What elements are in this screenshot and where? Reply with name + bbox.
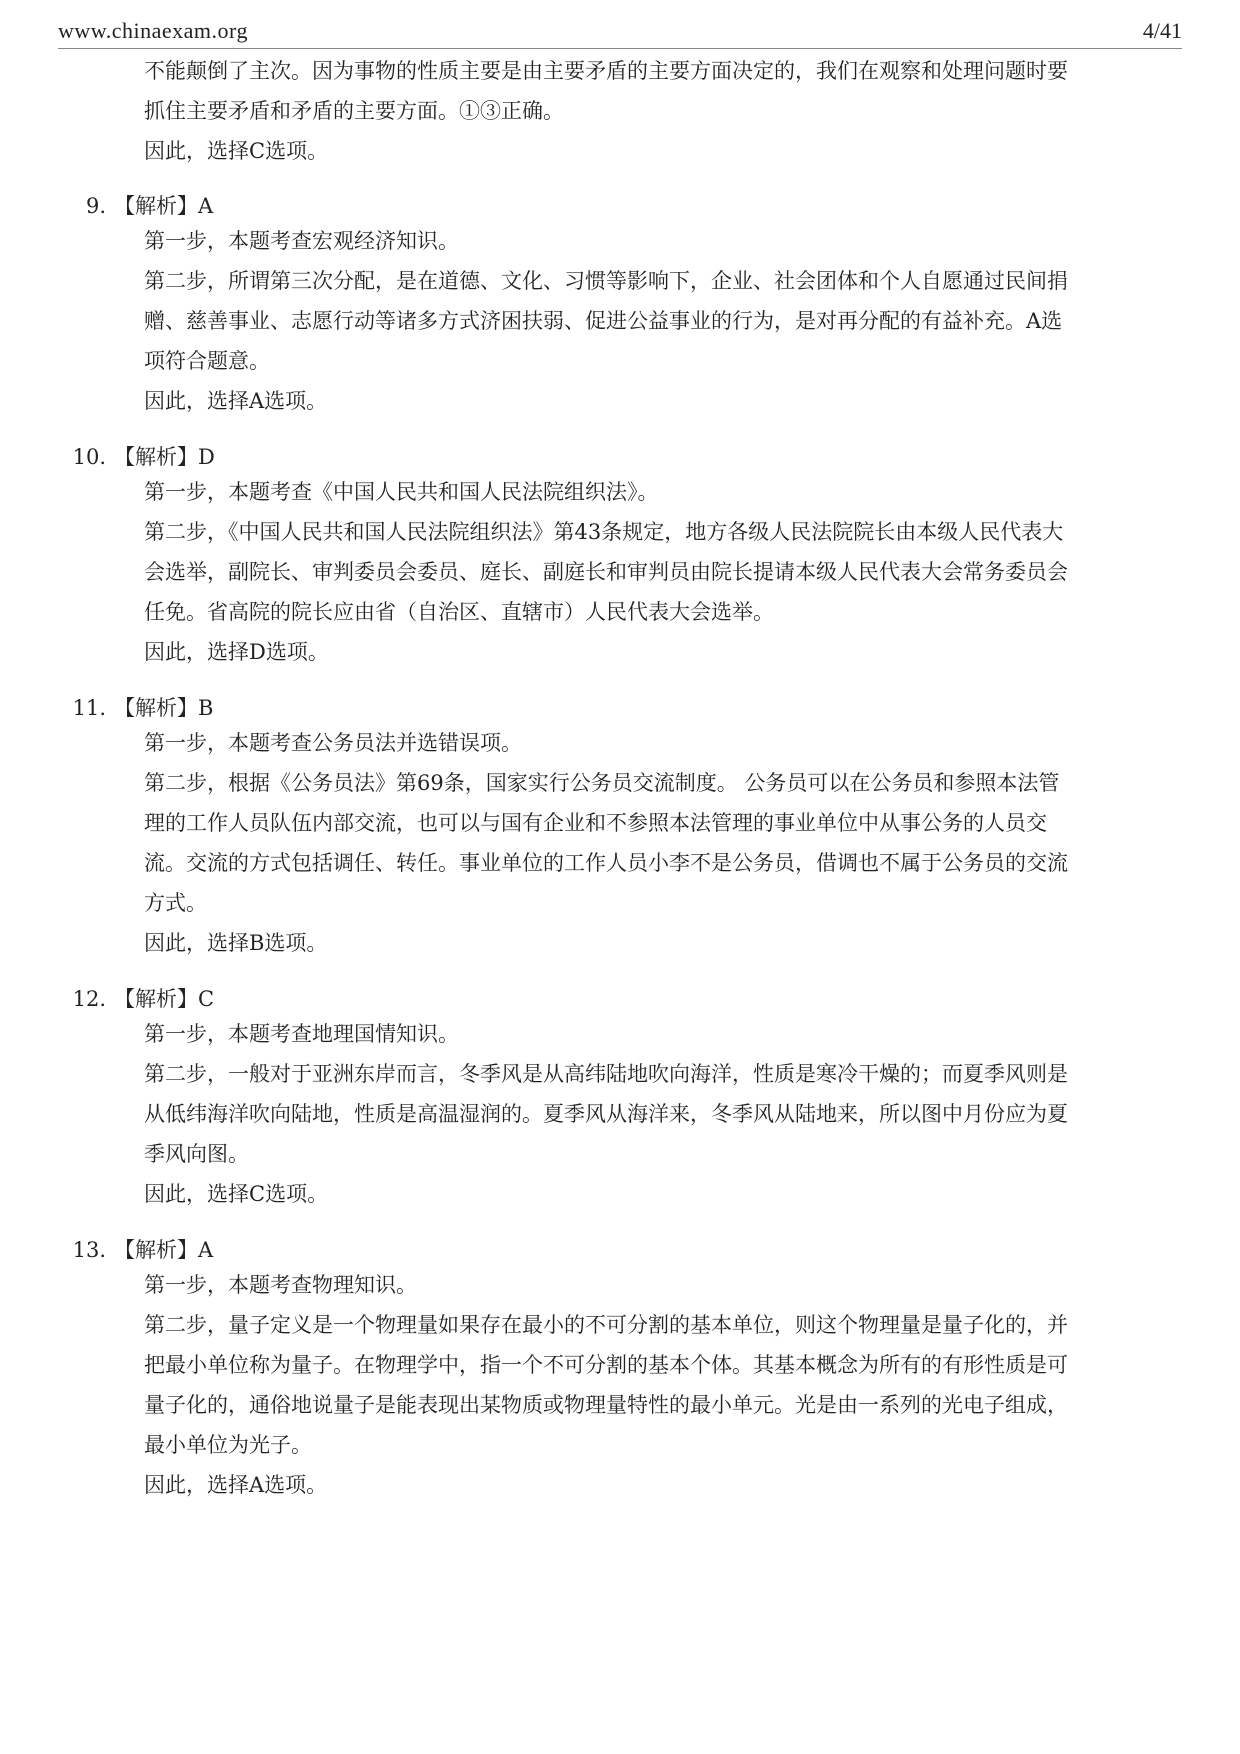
- analysis-line: 第二步，一般对于亚洲东岸而言，冬季风是从高纬陆地吹向海洋，性质是寒冷干燥的；而夏季风则是: [144, 1062, 1068, 1086]
- question-number: 10.: [72, 445, 106, 469]
- question-heading: [68, 191, 213, 221]
- analysis-tag: 【解析】B: [114, 696, 214, 720]
- question-number: 9.: [85, 194, 106, 218]
- analysis-line: 因此，选择A选项。: [144, 1473, 328, 1497]
- analysis-line: 第一步，本题考查物理知识。: [144, 1273, 417, 1297]
- question-number: 11.: [72, 696, 106, 720]
- analysis-line: 第二步，《中国人民共和国人民法院组织法》第43条规定，地方各级人民法院院长由本级人民代表大: [144, 520, 1064, 544]
- question-heading: [68, 984, 214, 1014]
- question-heading: [68, 442, 215, 472]
- page-header: [58, 16, 1182, 49]
- analysis-line: 流。交流的方式包括调任、转任。事业单位的工作人员小李不是公务员，借调也不属于公务员的交流: [144, 851, 1068, 875]
- analysis-tag: 【解析】A: [114, 1238, 214, 1262]
- analysis-line: 最小单位为光子。: [144, 1433, 312, 1457]
- analysis-line: 把最小单位称为量子。在物理学中，指一个不可分割的基本个体。其基本概念为所有的有形性质是可: [144, 1353, 1068, 1377]
- analysis-line: 从低纬海洋吹向陆地，性质是高温湿润的。夏季风从海洋来，冬季风从陆地来，所以图中月份应为夏: [144, 1102, 1068, 1126]
- analysis-line: 第二步，根据《公务员法》第69条，国家实行公务员交流制度。 公务员可以在公务员和参照本法管: [144, 771, 1060, 795]
- analysis-line: 赠、慈善事业、志愿行动等诸多方式济困扶弱、促进公益事业的行为，是对再分配的有益补充。A选: [144, 309, 1063, 333]
- analysis-line: 因此，选择B选项。: [144, 931, 328, 955]
- analysis-line: 因此，选择A选项。: [144, 389, 328, 413]
- analysis-line: 第二步，所谓第三次分配，是在道德、文化、习惯等影响下，企业、社会团体和个人自愿通过民间捐: [144, 269, 1068, 293]
- analysis-line: 任免。省高院的院长应由省（自治区、直辖市）人民代表大会选举。: [144, 600, 774, 624]
- analysis-tag: 【解析】D: [114, 445, 215, 469]
- intro-line: 因此，选择C选项。: [144, 139, 329, 163]
- question-heading: [68, 1235, 213, 1265]
- analysis-line: 会选举，副院长、审判委员会委员、庭长、副庭长和审判员由院长提请本级人民代表大会常务委员会: [144, 560, 1068, 584]
- analysis-line: 项符合题意。: [144, 349, 270, 373]
- analysis-line: 第一步，本题考查《中国人民共和国人民法院组织法》。: [144, 480, 659, 504]
- site-url: www.chinaexam.org: [58, 18, 248, 43]
- analysis-line: 第一步，本题考查公务员法并选错误项。: [144, 731, 522, 755]
- page-number: 4/41: [1142, 18, 1182, 43]
- analysis-line: 第一步，本题考查地理国情知识。: [144, 1022, 459, 1046]
- question-number: 13.: [72, 1238, 106, 1262]
- analysis-tag: 【解析】A: [114, 194, 214, 218]
- analysis-line: 方式。: [144, 891, 207, 915]
- analysis-line: 第一步，本题考查宏观经济知识。: [144, 229, 459, 253]
- analysis-tag: 【解析】C: [114, 987, 215, 1011]
- intro-line: 不能颠倒了主次。因为事物的性质主要是由主要矛盾的主要方面决定的，我们在观察和处理问题时要: [144, 59, 1068, 83]
- analysis-line: 季风向图。: [144, 1142, 249, 1166]
- analysis-line: 量子化的，通俗地说量子是能表现出某物质或物理量特性的最小单元。光是由一系列的光电子组成，: [144, 1393, 1068, 1417]
- analysis-line: 理的工作人员队伍内部交流，也可以与国有企业和不参照本法管理的事业单位中从事公务的人员交: [144, 811, 1047, 835]
- intro-line: 抓住主要矛盾和矛盾的主要方面。①③正确。: [144, 99, 564, 123]
- question-heading: [68, 693, 213, 723]
- analysis-line: 第二步，量子定义是一个物理量如果存在最小的不可分割的基本单位，则这个物理量是量子化的，并: [144, 1313, 1068, 1337]
- analysis-line: 因此，选择C选项。: [144, 1182, 329, 1206]
- analysis-line: 因此，选择D选项。: [144, 640, 329, 664]
- question-number: 12.: [72, 987, 106, 1011]
